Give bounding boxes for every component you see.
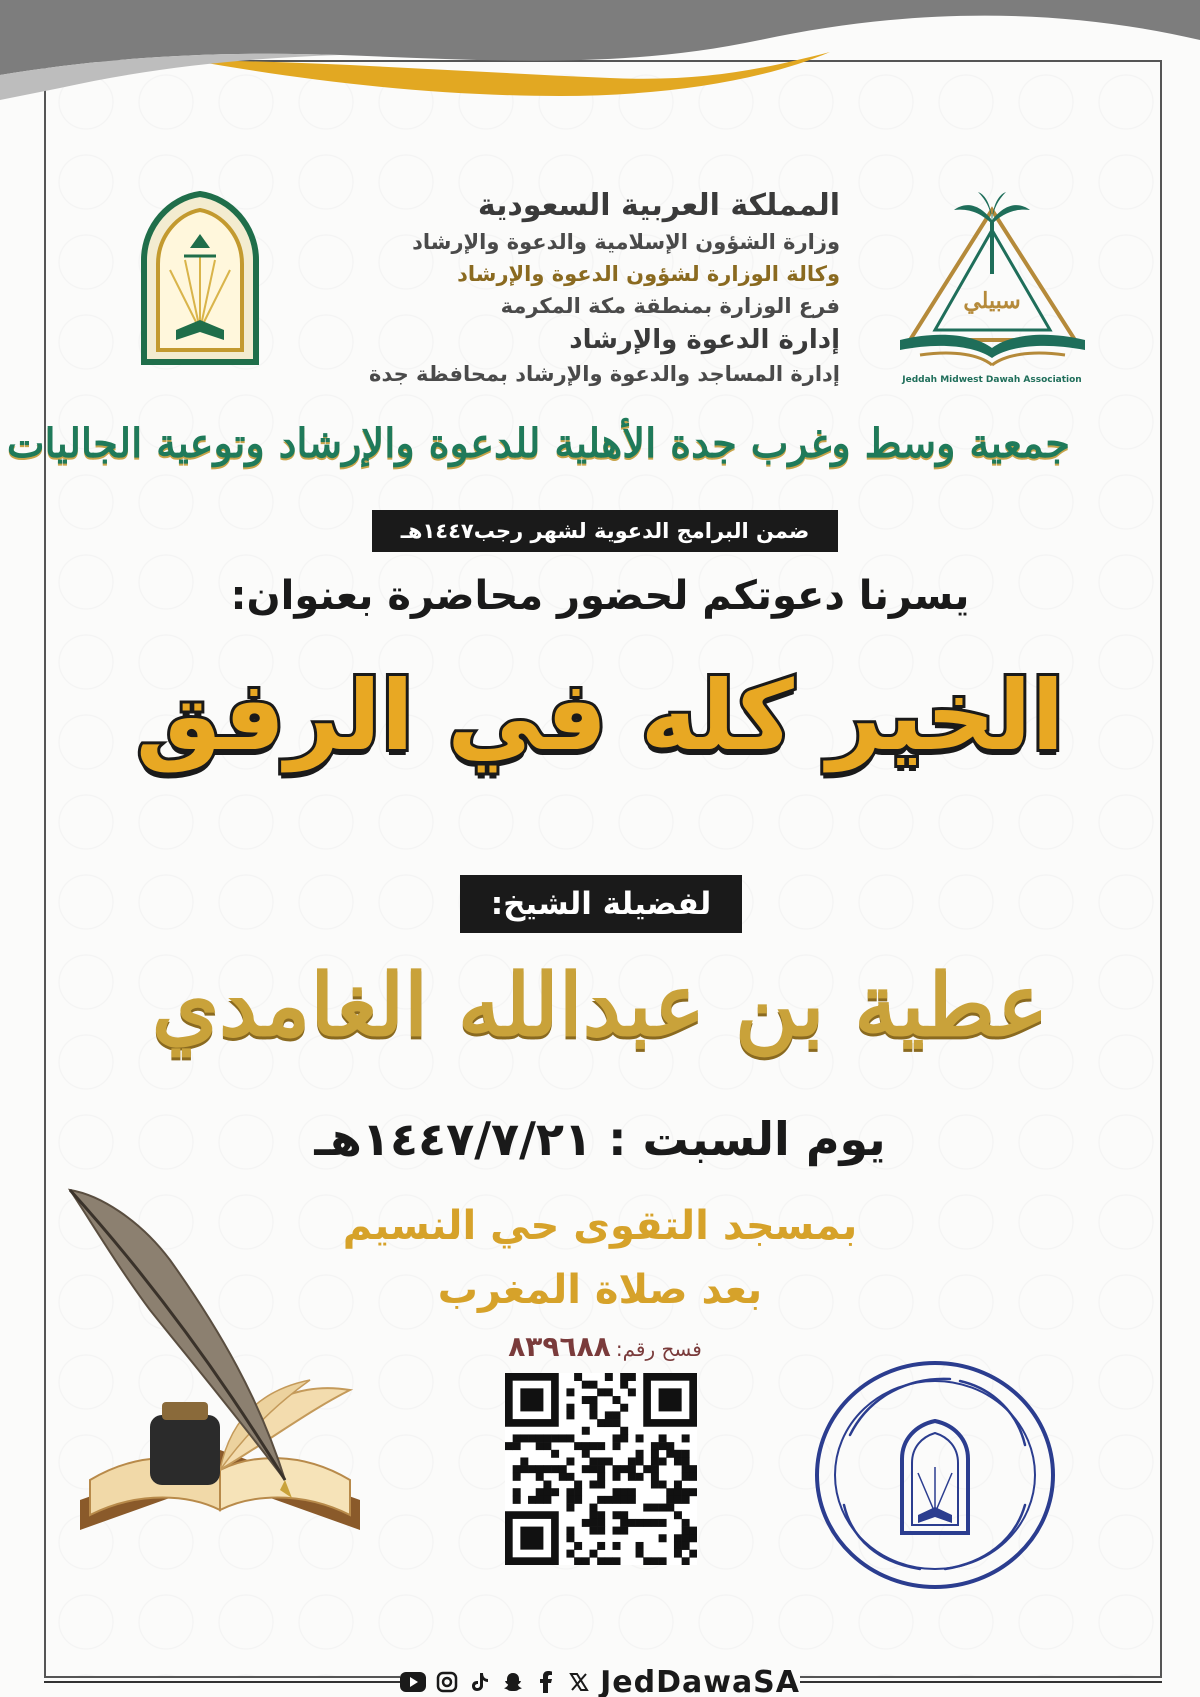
branch-name: فرع الوزارة بمنطقة مكة المكرمة xyxy=(500,294,840,318)
instagram-icon[interactable] xyxy=(434,1669,459,1695)
snapchat-icon[interactable] xyxy=(500,1669,525,1695)
ministry-emblem xyxy=(140,190,260,366)
sub-department-name: إدارة المساجد والدعوة والإرشاد بمحافظة جدة xyxy=(369,362,840,386)
venue-time: بعد صلاة المغرب xyxy=(437,1267,763,1313)
association-name: جمعية وسط وغرب جدة الأهلية للدعوة والإرشاد وتوعية الجاليات xyxy=(6,420,1070,467)
sheikh-name: عطية بن عبدالله الغامدي xyxy=(151,955,1049,1056)
sheikh-label: لفضيلة الشيخ: xyxy=(460,875,742,933)
association-logo xyxy=(880,190,1105,390)
association-english-name: Jeddah Midwest Dawah Association xyxy=(902,375,1082,385)
permit-number: ٨٣٩٦٨٨ xyxy=(508,1330,611,1363)
agency-name: وكالة الوزارة لشؤون الدعوة والإرشاد xyxy=(457,262,840,286)
permit-line xyxy=(470,1330,740,1363)
social-handle[interactable]: JedDawaSA xyxy=(600,1664,801,1697)
country-name: المملكة العربية السعودية xyxy=(477,188,840,223)
social-bar xyxy=(400,1662,800,1697)
permit-label: فسح رقم: xyxy=(615,1337,702,1361)
youtube-icon[interactable] xyxy=(400,1669,426,1695)
program-note: ضمن البرامج الدعوية لشهر رجب١٤٤٧هـ xyxy=(372,510,838,552)
association-logo-mark: سبيلي xyxy=(963,288,1021,314)
venue-mosque: بمسجد التقوى حي النسيم xyxy=(342,1203,858,1249)
ministry-name: وزارة الشؤون الإسلامية والدعوة والإرشاد xyxy=(412,230,840,254)
footer-divider-right xyxy=(796,1681,1162,1683)
footer xyxy=(0,1662,1200,1697)
x-icon[interactable] xyxy=(567,1669,592,1695)
tiktok-icon[interactable] xyxy=(467,1669,492,1695)
ministry-header xyxy=(280,186,840,390)
department-name: إدارة الدعوة والإرشاد xyxy=(569,325,840,355)
ministry-stamp xyxy=(810,1355,1060,1595)
feather-book-illustration xyxy=(60,1180,380,1560)
qr-code[interactable] xyxy=(505,1373,697,1565)
top-wave-decoration xyxy=(0,0,1200,110)
invitation-text: يسرنا دعوتكم لحضور محاضرة بعنوان: xyxy=(230,573,970,619)
venue-block xyxy=(300,1194,900,1322)
lecture-title: الخير كله في الرفق xyxy=(135,660,1065,772)
footer-divider-left xyxy=(44,1681,404,1683)
facebook-icon[interactable] xyxy=(534,1669,559,1695)
qr-code-pattern xyxy=(505,1373,697,1565)
lecture-date: يوم السبت : ١٤٤٧/٧/٢١هـ xyxy=(314,1112,886,1166)
